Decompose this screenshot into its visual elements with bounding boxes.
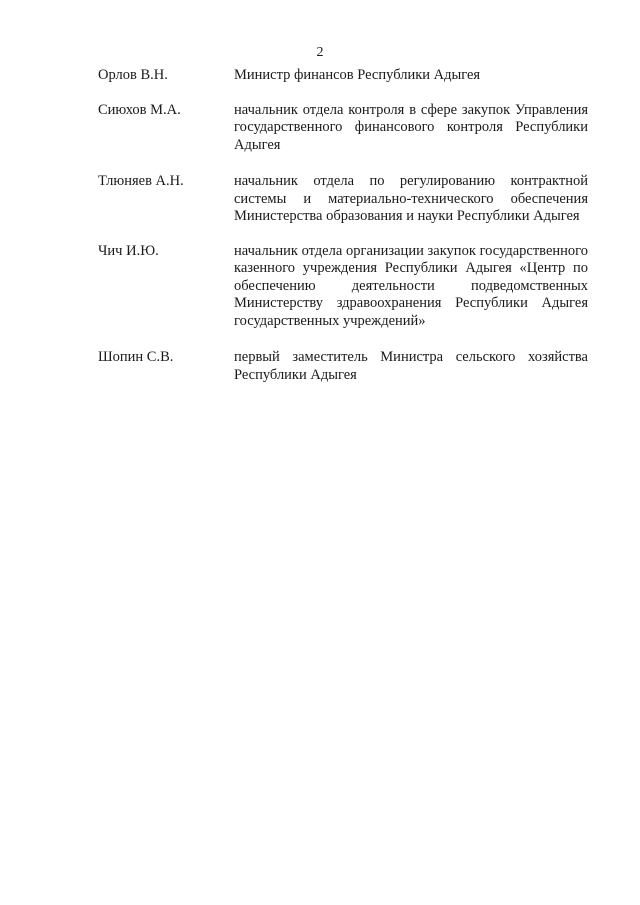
member-name: Орлов В.Н. [98,67,168,83]
entry-spacer [98,154,588,173]
member-name: Чич И.Ю. [98,242,159,259]
entry-spacer [98,85,588,102]
entry-spacer [98,226,588,243]
member-list [98,67,588,384]
member-position: Министр финансов Республики Адыгея [234,67,481,83]
member-position: первый заместитель Министра сельского хозяйства Республики Адыгея [234,349,588,383]
list-item [98,102,588,155]
list-item [98,349,588,384]
page-number: 2 [316,45,324,60]
member-position: начальник отдела организации закупок государственного казенного учреждения Республики Адыгея «Центр по обеспечению деятельности подведомственных Министерству здравоохранения Республики Адыгея государственных учреждений» [234,242,588,329]
member-name: Сиюхов М.А. [98,101,181,118]
member-name: Тлюняев А.Н. [98,173,184,189]
member-position: начальник отдела по регулированию контрактной системы и материально-технического обеспечения Министерства образования и науки Республики Адыгея [234,173,588,224]
list-item [98,243,588,331]
list-item [98,173,588,226]
entry-spacer [98,330,588,349]
member-name: Шопин С.В. [98,349,174,365]
list-item [98,67,588,85]
member-position: начальник отдела контроля в сфере закупок Управления государственного финансового контроля Республики Адыгея [234,101,588,153]
